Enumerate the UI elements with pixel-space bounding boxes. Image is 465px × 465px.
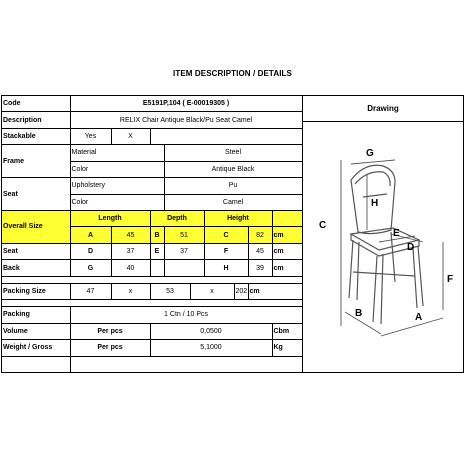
label-h: H bbox=[371, 198, 379, 209]
stackable-mark: X bbox=[111, 128, 150, 144]
weight-unit: Kg bbox=[272, 340, 302, 356]
overall-c-value: 82 bbox=[248, 227, 272, 243]
seat-group-label: Seat bbox=[2, 178, 70, 211]
frame-color-label: Color bbox=[70, 161, 164, 177]
back-unit: cm bbox=[272, 260, 302, 276]
dim-line-b bbox=[345, 312, 381, 334]
seat-upholstery-row bbox=[2, 178, 302, 194]
seat-e-letter: E bbox=[150, 243, 164, 259]
packing-unit: cm bbox=[248, 283, 302, 299]
drawing-header: Drawing bbox=[302, 96, 463, 122]
seat-dimensions-row bbox=[2, 243, 302, 259]
packing-height: 202 bbox=[234, 283, 248, 299]
document-title: ITEM DESCRIPTION / DETAILS bbox=[173, 69, 292, 78]
spec-table bbox=[2, 96, 303, 372]
weight-per-label: Per pcs bbox=[70, 340, 150, 356]
description-label: Description bbox=[2, 112, 70, 128]
leg-brace bbox=[353, 272, 415, 276]
packing-depth: 53 bbox=[150, 283, 190, 299]
back-g-value: 40 bbox=[111, 260, 150, 276]
code-row bbox=[2, 96, 302, 112]
spacer-row-1 bbox=[2, 276, 302, 283]
overall-unit: cm bbox=[272, 227, 302, 243]
depth-header: Depth bbox=[150, 210, 204, 226]
spacer-row-2 bbox=[2, 300, 302, 307]
back-empty-letter bbox=[150, 260, 164, 276]
seat-dim-label: Seat bbox=[2, 243, 70, 259]
back-g-letter: G bbox=[70, 260, 111, 276]
leg-front-right bbox=[413, 248, 417, 308]
dim-line-g bbox=[351, 160, 395, 164]
label-c: C bbox=[319, 220, 327, 231]
weight-label: Weight / Gross bbox=[2, 340, 70, 356]
description-value: RELIX Chair Antique Black/Pu Seat Camel bbox=[70, 112, 302, 128]
overall-size-header-row bbox=[2, 210, 302, 226]
volume-per-label: Per pcs bbox=[70, 323, 150, 339]
label-e: E bbox=[393, 228, 400, 239]
packing-value: 1 Ctn / 10 Pcs bbox=[70, 307, 302, 323]
stackable-yes: Yes bbox=[70, 128, 111, 144]
height-header: Height bbox=[204, 210, 272, 226]
seat-f-letter: F bbox=[204, 243, 248, 259]
description-row bbox=[2, 112, 302, 128]
packing-x-2: x bbox=[190, 283, 234, 299]
seat-upholstery-value: Pu bbox=[164, 178, 302, 194]
frame-color-value: Antique Black bbox=[164, 161, 302, 177]
volume-label: Volume bbox=[2, 323, 70, 339]
back-empty-value bbox=[164, 260, 204, 276]
weight-row bbox=[2, 340, 302, 356]
code-value: E5191P,104 ( E-00019305 ) bbox=[70, 96, 302, 112]
leg-back-left bbox=[349, 240, 353, 298]
packing-label: Packing bbox=[2, 307, 70, 323]
seat-color-value: Camel bbox=[164, 194, 302, 210]
overall-a-value: 45 bbox=[111, 227, 150, 243]
leg-front-left bbox=[373, 256, 377, 322]
overall-size-spacer bbox=[272, 210, 302, 226]
back-h-letter: H bbox=[204, 260, 248, 276]
packing-x-1: x bbox=[111, 283, 150, 299]
overall-size-label: Overall Size bbox=[2, 210, 70, 243]
back-h-value: 39 bbox=[248, 260, 272, 276]
frame-material-row bbox=[2, 145, 302, 161]
volume-value: 0,0500 bbox=[150, 323, 272, 339]
packing-row bbox=[2, 307, 302, 323]
overall-a-letter: A bbox=[70, 227, 111, 243]
overall-b-value: 51 bbox=[164, 227, 204, 243]
overall-c-letter: C bbox=[204, 227, 248, 243]
seat-upholstery-label: Upholstery bbox=[70, 178, 164, 194]
trailing-row bbox=[2, 356, 302, 372]
frame-material-label: Material bbox=[70, 145, 164, 161]
stackable-empty bbox=[150, 128, 302, 144]
dim-line-a bbox=[381, 318, 443, 336]
spec-sheet bbox=[1, 95, 464, 373]
label-a: A bbox=[415, 312, 423, 323]
seat-color-label: Color bbox=[70, 194, 164, 210]
frame-label: Frame bbox=[2, 145, 70, 178]
packing-size-row bbox=[2, 283, 302, 299]
chair-drawing bbox=[302, 122, 463, 372]
volume-row bbox=[2, 323, 302, 339]
back-dim-label: Back bbox=[2, 260, 70, 276]
chair-drawing-svg bbox=[303, 122, 463, 372]
seat-e-value: 37 bbox=[164, 243, 204, 259]
label-d: D bbox=[407, 242, 415, 253]
label-f: F bbox=[447, 274, 454, 285]
overall-b-letter: B bbox=[150, 227, 164, 243]
stackable-row bbox=[2, 128, 302, 144]
backrest-inner bbox=[355, 172, 390, 186]
weight-value: 5,1000 bbox=[150, 340, 272, 356]
seat-d-value: 37 bbox=[111, 243, 150, 259]
length-header: Length bbox=[70, 210, 150, 226]
stackable-label: Stackable bbox=[2, 128, 70, 144]
volume-unit: Cbm bbox=[272, 323, 302, 339]
seat-f-value: 45 bbox=[248, 243, 272, 259]
packing-length: 47 bbox=[70, 283, 111, 299]
code-label: Code bbox=[2, 96, 70, 112]
packing-size-label: Packing Size bbox=[2, 283, 70, 299]
seat-d-letter: D bbox=[70, 243, 111, 259]
label-b: B bbox=[355, 308, 363, 319]
back-dimensions-row bbox=[2, 260, 302, 276]
frame-material-value: Steel bbox=[164, 145, 302, 161]
label-g: G bbox=[366, 148, 374, 159]
seat-unit: cm bbox=[272, 243, 302, 259]
